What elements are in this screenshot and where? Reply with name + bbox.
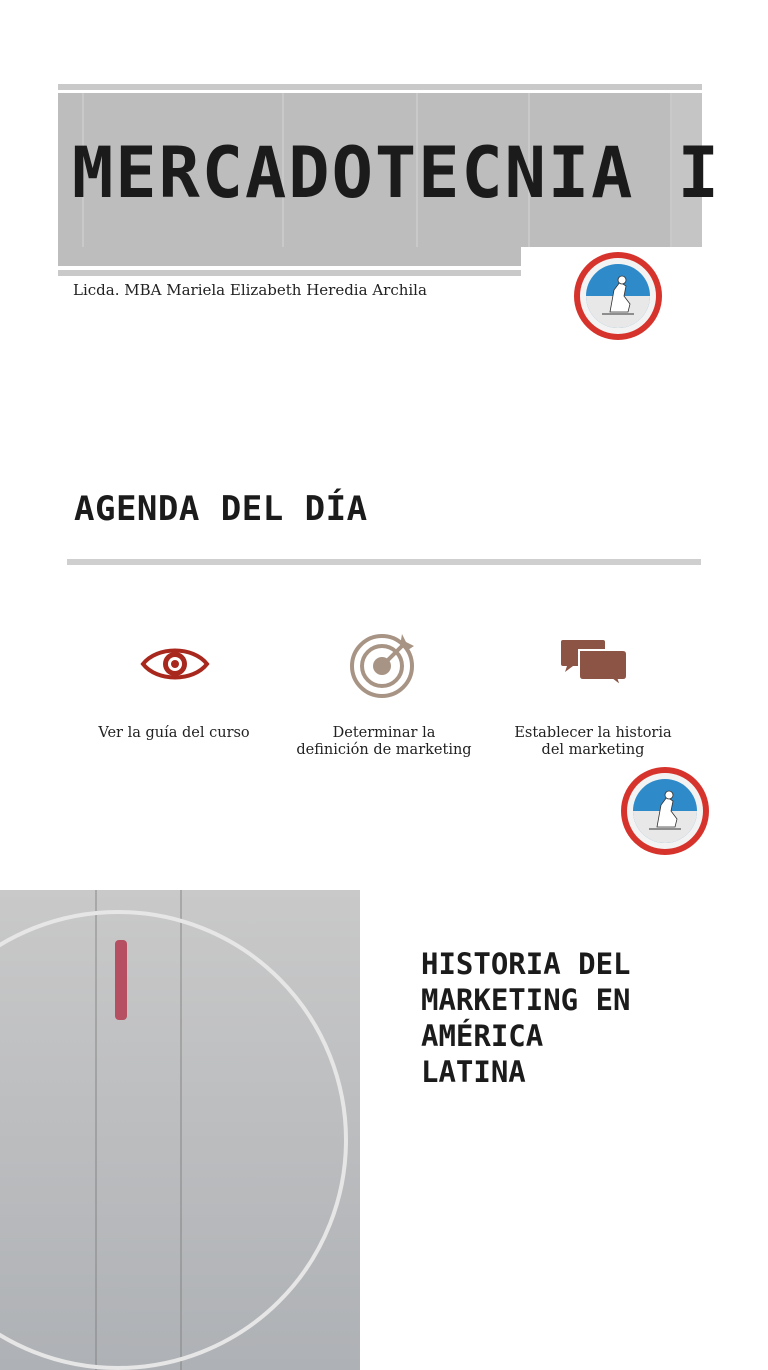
agenda-item-label: Determinar la bbox=[332, 725, 436, 741]
slide-photo bbox=[0, 890, 360, 1370]
title-band-lower bbox=[58, 247, 521, 266]
agenda-item-guide bbox=[84, 725, 264, 742]
agenda-item-label: Establecer la historia bbox=[514, 725, 672, 741]
agenda-divider bbox=[67, 559, 701, 565]
agenda-item-history bbox=[493, 725, 693, 759]
agenda-item-label: Ver la guía del curso bbox=[98, 725, 250, 741]
agenda-item-label: del marketing bbox=[541, 742, 645, 758]
course-title: MERCADOTECNIA I bbox=[72, 132, 721, 214]
university-seal-logo bbox=[574, 252, 662, 340]
bottom-divider bbox=[58, 270, 521, 276]
top-divider bbox=[58, 84, 702, 90]
eye-icon bbox=[141, 642, 209, 686]
chat-icon bbox=[559, 638, 629, 688]
agenda-item-definition bbox=[284, 725, 484, 759]
history-title-line: LATINA bbox=[421, 1055, 526, 1089]
history-title-line: MARKETING EN AMÉRICA bbox=[421, 983, 631, 1053]
target-icon bbox=[348, 630, 418, 700]
agenda-item-label: definición de marketing bbox=[296, 742, 472, 758]
history-title bbox=[421, 946, 761, 1090]
history-title-line: HISTORIA DEL bbox=[421, 947, 631, 981]
instructor-name: Licda. MBA Mariela Elizabeth Heredia Archila bbox=[73, 281, 427, 299]
university-seal-logo bbox=[621, 767, 709, 855]
agenda-title: AGENDA DEL DÍA bbox=[74, 489, 368, 529]
